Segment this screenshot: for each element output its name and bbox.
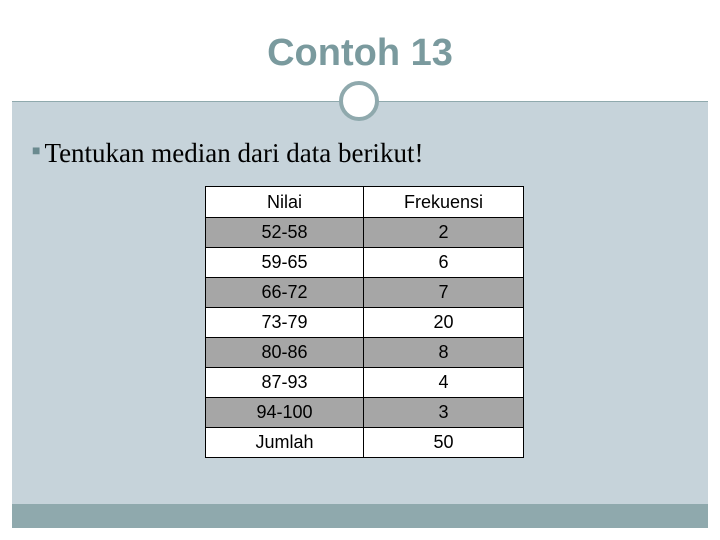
- table-row: [206, 398, 524, 428]
- cell-nilai: 73-79: [206, 308, 364, 338]
- cell-nilai: 52-58: [206, 218, 364, 248]
- cell-nilai: 59-65: [206, 248, 364, 278]
- bullet-text: Tentukan median dari data berikut!: [44, 138, 424, 168]
- table-row: [206, 278, 524, 308]
- cell-frekuensi: 3: [364, 398, 524, 428]
- circle-ornament-icon: [339, 81, 379, 121]
- cell-frekuensi: 6: [364, 248, 524, 278]
- cell-nilai: 94-100: [206, 398, 364, 428]
- cell-frekuensi: 2: [364, 218, 524, 248]
- cell-nilai: 80-86: [206, 338, 364, 368]
- cell-frekuensi: 20: [364, 308, 524, 338]
- table-row: [206, 218, 524, 248]
- table-header-row: [206, 187, 524, 218]
- bullet-icon: ■: [32, 143, 41, 159]
- table-total-row: [206, 428, 524, 458]
- cell-nilai: 87-93: [206, 368, 364, 398]
- cell-frekuensi: 8: [364, 338, 524, 368]
- table-row: [206, 308, 524, 338]
- table-row: [206, 248, 524, 278]
- header-nilai: Nilai: [206, 187, 364, 218]
- table-row: [206, 368, 524, 398]
- total-label: Jumlah: [206, 428, 364, 458]
- cell-frekuensi: 7: [364, 278, 524, 308]
- header-frekuensi: Frekuensi: [364, 187, 524, 218]
- cell-nilai: 66-72: [206, 278, 364, 308]
- table-row: [206, 338, 524, 368]
- frequency-table: [205, 186, 524, 458]
- bullet-item: [32, 138, 423, 169]
- total-value: 50: [364, 428, 524, 458]
- slide-title: Contoh 13: [267, 32, 453, 74]
- bottom-bar: [12, 504, 708, 528]
- cell-frekuensi: 4: [364, 368, 524, 398]
- slide: [12, 12, 708, 528]
